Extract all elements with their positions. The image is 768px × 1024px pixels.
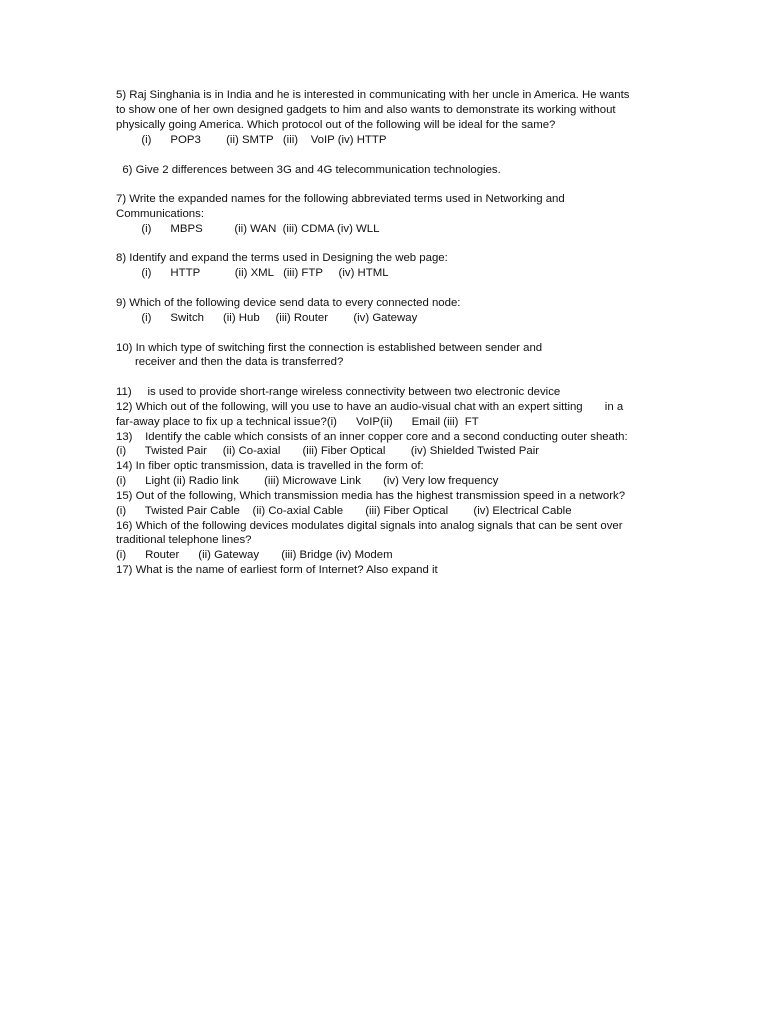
q16-options: (i) Router (ii) Gateway (iii) Bridge (iv) Modem — [116, 549, 393, 561]
q5-line-2: to show one of her own designed gadgets to him and also wants to demonstrate its working without — [116, 104, 616, 116]
q15-options: (i) Twisted Pair Cable (ii) Co-axial Cable (iii) Fiber Optical (iv) Electrical Cable — [116, 505, 572, 517]
q8-line-1: 8) Identify and expand the terms used in Designing the web page: — [116, 252, 448, 264]
q10-line-2: receiver and then the data is transferred? — [116, 356, 344, 368]
q9-options: (i) Switch (ii) Hub (iii) Router (iv) Gateway — [116, 312, 418, 324]
q7-options: (i) MBPS (ii) WAN (iii) CDMA (iv) WLL — [116, 223, 380, 235]
q5-line-3: physically going America. Which protocol out of the following will be ideal for the same? — [116, 119, 556, 131]
q14-line-1: 14) In fiber optic transmission, data is travelled in the form of: — [116, 460, 424, 472]
q5-line-1: 5) Raj Singhania is in India and he is interested in communicating with her uncle in America. He wants — [116, 89, 630, 101]
q12-line-2: far-away place to fix up a technical issue?(i) VoIP(ii) Email (iii) FT — [116, 416, 479, 428]
q11-line-1: 11) is used to provide short-range wireless connectivity between two electronic device — [116, 386, 561, 398]
q6-line-1: 6) Give 2 differences between 3G and 4G telecommunication technologies. — [116, 164, 501, 176]
q13-line-1: 13) Identify the cable which consists of an inner copper core and a second conducting outer sheath: — [116, 431, 628, 443]
q12-line-1: 12) Which out of the following, will you use to have an audio-visual chat with an expert sitting in a — [116, 401, 624, 413]
q5-options: (i) POP3 (ii) SMTP (iii) VoIP (iv) HTTP — [116, 134, 387, 146]
q15-line-1: 15) Out of the following, Which transmission media has the highest transmission speed in a network? — [116, 490, 626, 502]
q17-line-1: 17) What is the name of earliest form of Internet? Also expand it — [116, 564, 438, 576]
q9-line-1: 9) Which of the following device send data to every connected node: — [116, 297, 461, 309]
q10-line-1: 10) In which type of switching first the connection is established between sender and — [116, 342, 543, 354]
q13-options: (i) Twisted Pair (ii) Co-axial (iii) Fiber Optical (iv) Shielded Twisted Pair — [116, 445, 540, 457]
q14-options: (i) Light (ii) Radio link (iii) Microwave Link (iv) Very low frequency — [116, 475, 499, 487]
q8-options: (i) HTTP (ii) XML (iii) FTP (iv) HTML — [116, 267, 389, 279]
q7-line-1: 7) Write the expanded names for the following abbreviated terms used in Networking and — [116, 193, 565, 205]
q7-line-2: Communications: — [116, 208, 204, 220]
q16-line-2: traditional telephone lines? — [116, 534, 252, 546]
q16-line-1: 16) Which of the following devices modulates digital signals into analog signals that can be sent over — [116, 520, 623, 532]
